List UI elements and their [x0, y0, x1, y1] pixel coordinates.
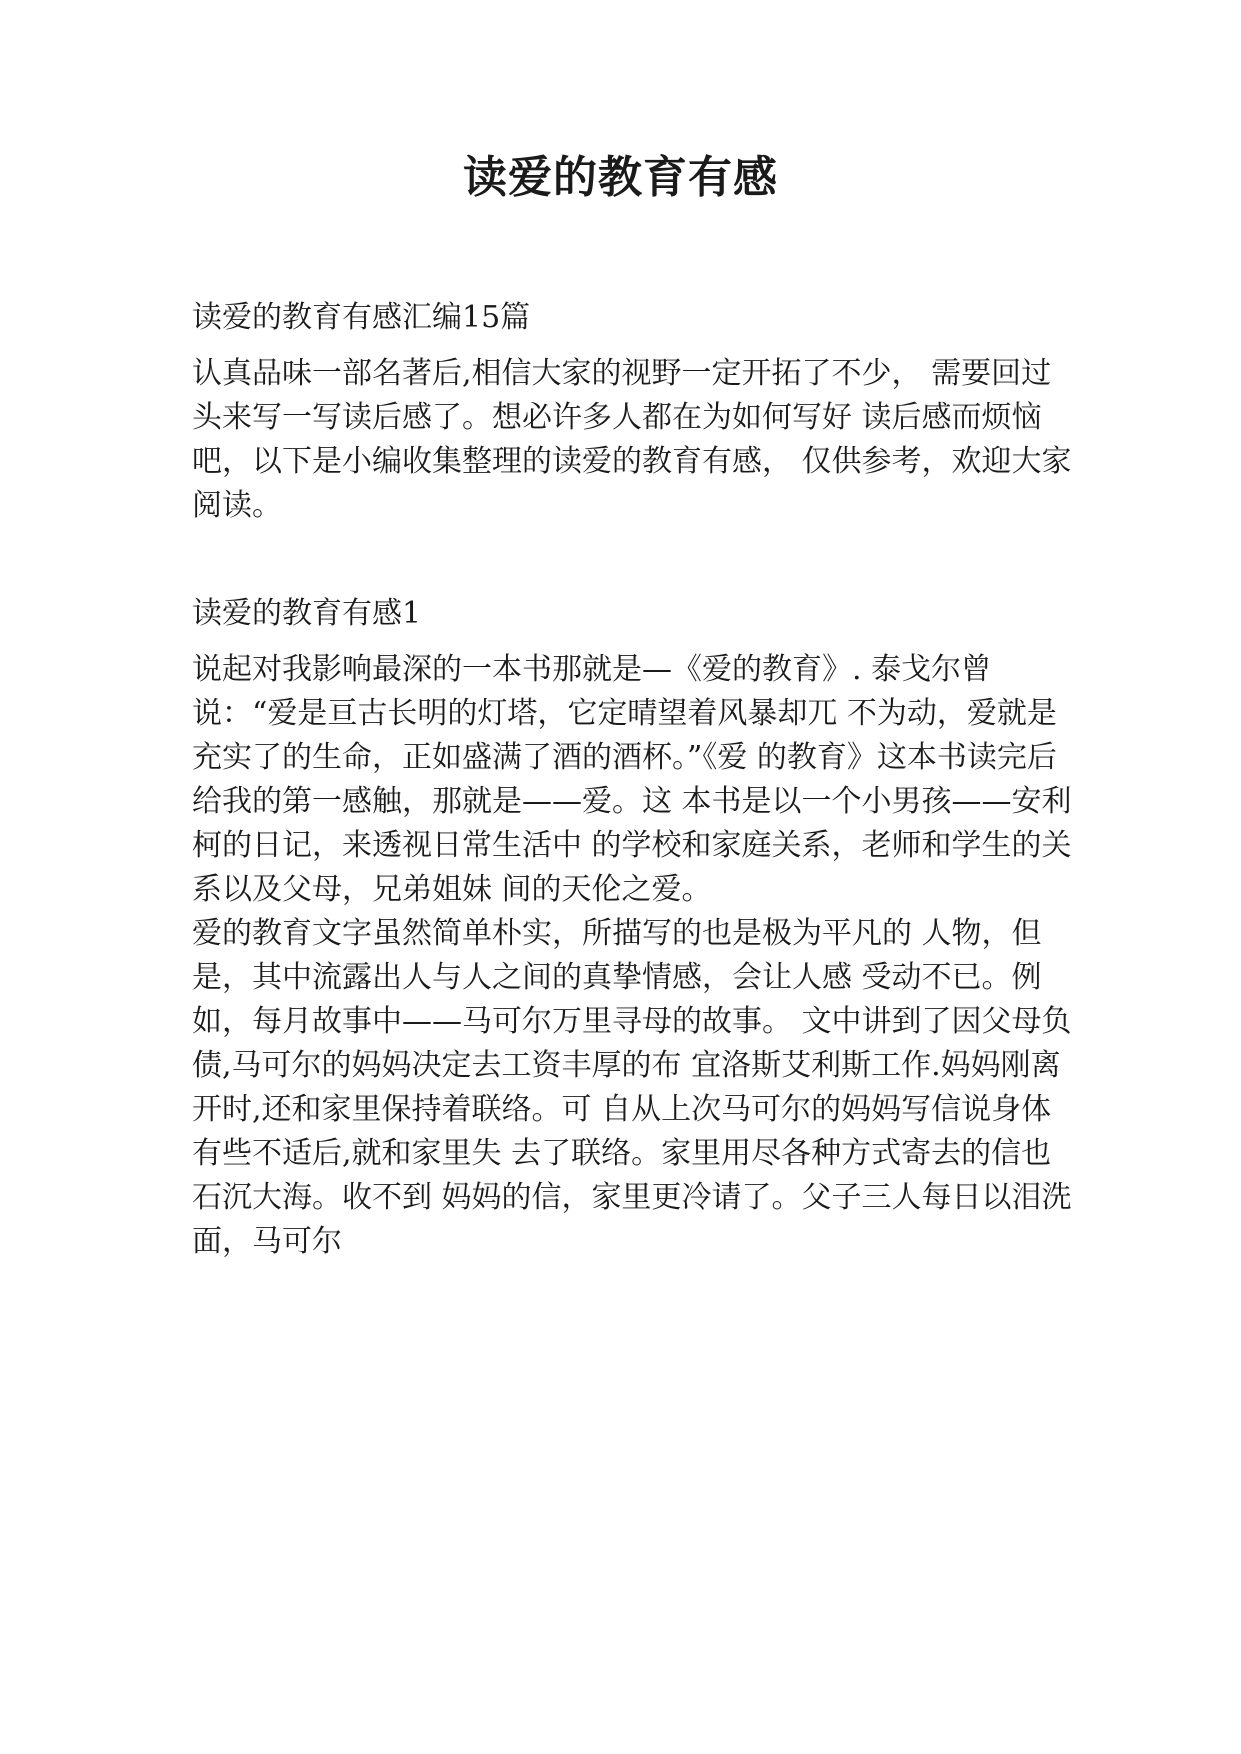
intro-paragraph: [192, 348, 1072, 524]
paragraph-line: 间的天伦之爱。: [501, 872, 712, 907]
intro-line: 仅供参考，欢迎大家阅读。: [192, 444, 1072, 523]
intro-line: 读后感而烦恼吧，以下是小编收集整理的读爱的教育有感，: [192, 400, 1042, 479]
paragraph-line: 人物，但是，其中流露出人与人之间的真挚情感，会让人感: [192, 916, 1042, 995]
paragraph-line: 爱的教育文字虽然简单朴实，所描写的也是极为平凡的: [192, 916, 912, 951]
page-title: 读爱的教育有感: [463, 152, 778, 203]
section-paragraph: [192, 908, 1072, 1260]
paragraph-line: 说起对我影响最深的一本书那就是—《爱的教育》.: [192, 652, 862, 687]
intro-line: 认真品味一部名著后,相信大家的视野一定开拓了不少，: [192, 356, 922, 391]
paragraph-line: 受动不已。例如，每月故事中——马可尔万里寻母的故事。: [192, 960, 1042, 1039]
paragraph-line: 去了联络。家里用尽各种方式寄去的信也石沉大海。收不到: [192, 1136, 1052, 1215]
document-body: [192, 288, 1072, 1260]
paragraph-line: 妈妈的信，家里更冷请了。父子三人每日以泪洗面，马可尔: [192, 1180, 1072, 1259]
paragraph-line: 文中讲到了因父母负债,马可尔的妈妈决定去工资丰厚的布: [192, 1004, 1072, 1083]
paragraph-line: 本书是以一个小男孩——安利柯的日记，来透视日常生活中: [192, 784, 1072, 863]
paragraph-line: 的教育》这本书读完后给我的第一感触，那就是——爱。这: [192, 740, 1057, 819]
section-paragraph: [192, 644, 1072, 908]
collection-subtitle: 读爱的教育有感汇编15篇: [192, 300, 531, 335]
section-spacer: [192, 524, 1072, 584]
paragraph-line: 宜洛斯艾利斯工作.妈妈刚离开时,还和家里保持着联络。可: [192, 1048, 1061, 1127]
paragraph-line: 不为动，爱就是充实了的生命，正如盛满了酒的酒杯。”《爱: [192, 696, 1057, 775]
intro-line: 需要回过头来写一写读后感了。想必许多人都在为如何写好: [192, 356, 1052, 435]
paragraph-line: 自从上次马可尔的妈妈写信说身体有些不适后,就和家里失: [192, 1092, 1052, 1171]
section-heading: 读爱的教育有感1: [192, 596, 422, 631]
paragraph-line: 的学校和家庭关系，老师和学生的关系以及父母，兄弟姐妹: [192, 828, 1072, 907]
paragraph-line: 泰戈尔曾说：“爱是亘古长明的灯塔，它定晴望着风暴却兀: [192, 652, 992, 731]
